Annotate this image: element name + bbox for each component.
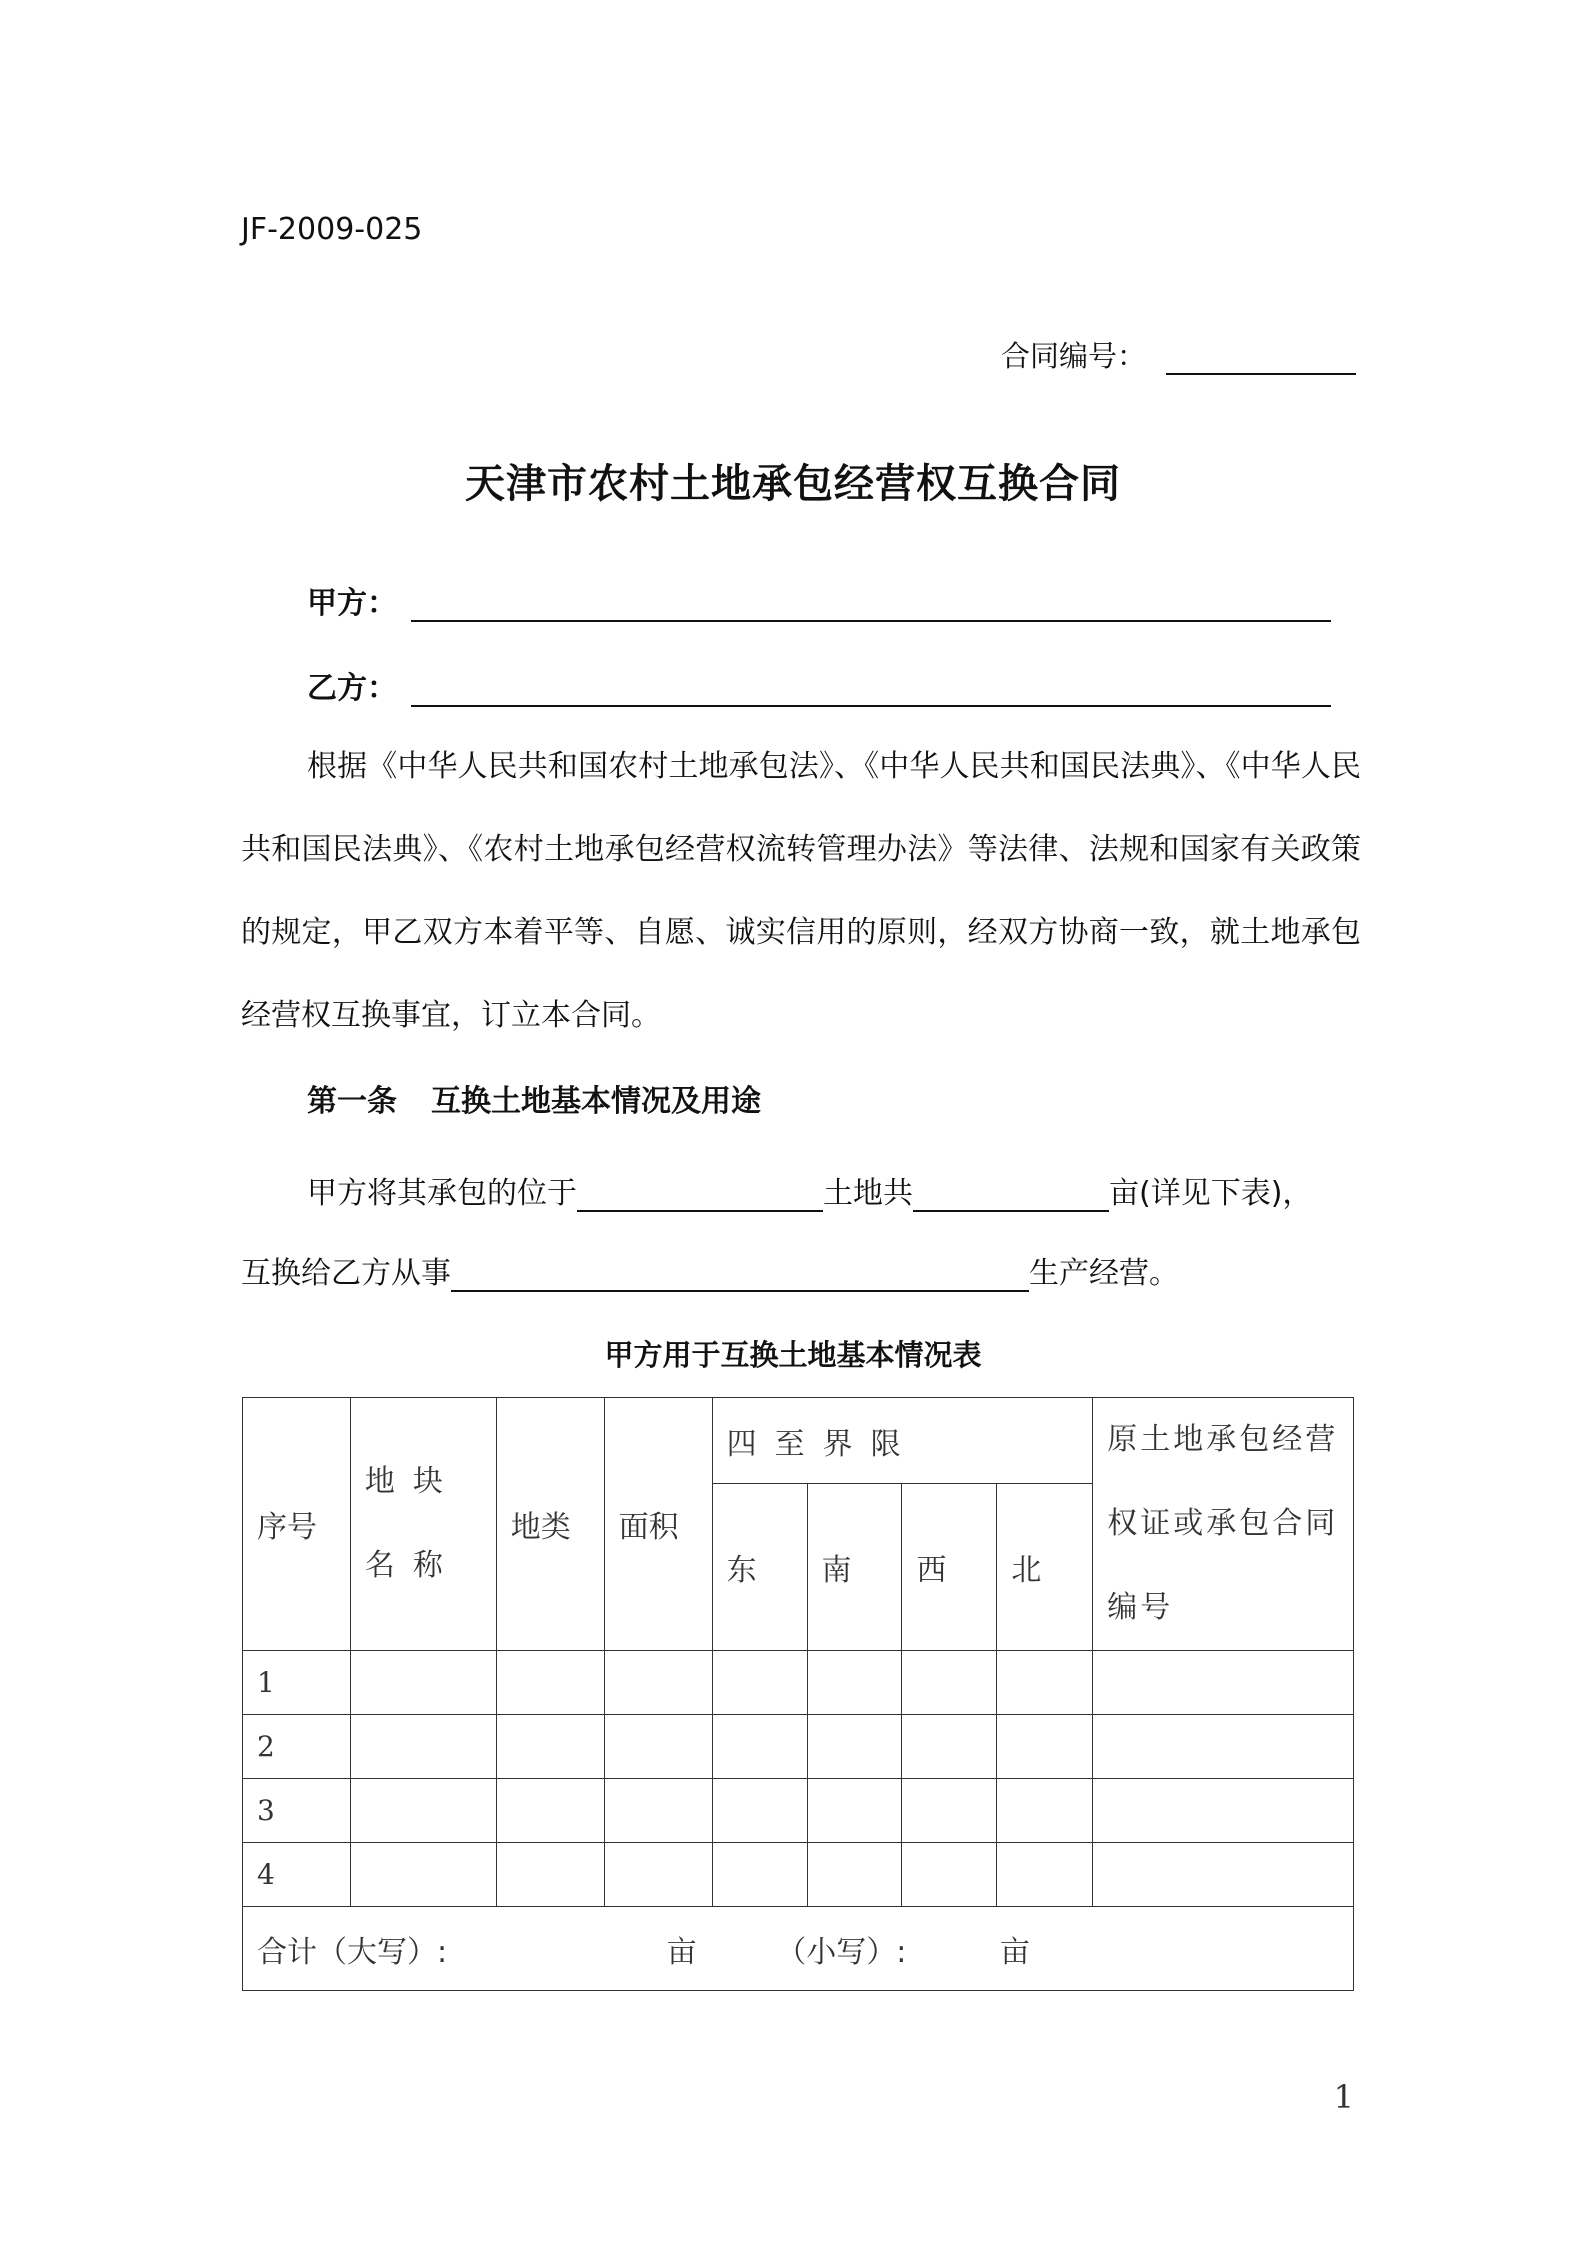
total-unit-2: 亩 [999,1934,1030,1970]
cell-north[interactable] [997,1651,1093,1715]
header-seq: 序号 [243,1398,351,1651]
header-west: 西 [902,1484,997,1651]
cell-plot-name[interactable] [350,1651,496,1715]
party-a [307,578,1331,622]
header-east: 东 [712,1484,807,1651]
table-row [243,1715,1354,1779]
cell-plot-name[interactable] [350,1843,496,1907]
header-boundaries: 四至界限 [712,1398,1093,1484]
cell-land-type[interactable] [496,1651,604,1715]
cell-west[interactable] [902,1651,997,1715]
cell-west[interactable] [902,1715,997,1779]
cell-plot-name[interactable] [350,1779,496,1843]
row-number: 2 [243,1715,351,1779]
table-row [243,1651,1354,1715]
cell-area[interactable] [604,1715,712,1779]
total-lower-label: （小写）: [776,1934,907,1970]
table-caption: 甲方用于互换土地基本情况表 [604,1338,982,1372]
cell-plot-name[interactable] [350,1715,496,1779]
document-code: JF-2009-025 [241,212,423,247]
area-blank[interactable] [913,1176,1109,1212]
total-unit-1: 亩 [666,1934,697,1970]
cell-west[interactable] [902,1779,997,1843]
location-blank[interactable] [577,1176,823,1212]
header-plot-name: 地块名称 [350,1398,496,1651]
cell-east[interactable] [712,1651,807,1715]
cell-east[interactable] [712,1715,807,1779]
contract-number-blank[interactable] [1166,343,1356,375]
row-number: 1 [243,1651,351,1715]
contract-number [1001,334,1356,375]
cell-south[interactable] [807,1651,902,1715]
cell-south[interactable] [807,1843,902,1907]
line1-text-1: 甲方将其承包的位于 [307,1176,577,1211]
land-info-table [242,1397,1354,1991]
cell-certificate[interactable] [1093,1715,1354,1779]
header-land-type: 地类 [496,1398,604,1651]
page-number: 1 [1333,2078,1354,2116]
article-1-line-2 [241,1248,1179,1292]
row-number: 3 [243,1779,351,1843]
cell-certificate[interactable] [1093,1779,1354,1843]
cell-land-type[interactable] [496,1715,604,1779]
cell-area[interactable] [604,1651,712,1715]
cell-west[interactable] [902,1843,997,1907]
cell-land-type[interactable] [496,1843,604,1907]
table-row [243,1843,1354,1907]
purpose-blank[interactable] [451,1256,1029,1292]
article-title: 互换土地基本情况及用途 [431,1084,761,1119]
party-b-blank[interactable] [411,669,1331,707]
total-row [243,1907,1354,1991]
row-number: 4 [243,1843,351,1907]
total-upper-label: 合计（大写）: [257,1934,448,1970]
cell-certificate[interactable] [1093,1651,1354,1715]
line1-text-2: 土地共 [823,1176,913,1211]
party-b [307,663,1331,707]
table-row [243,1779,1354,1843]
line2-text-1: 互换给乙方从事 [241,1256,451,1291]
cell-east[interactable] [712,1779,807,1843]
cell-south[interactable] [807,1779,902,1843]
contract-number-label: 合同编号： [1000,339,1146,373]
cell-north[interactable] [997,1715,1093,1779]
party-a-blank[interactable] [411,584,1331,622]
cell-east[interactable] [712,1843,807,1907]
cell-land-type[interactable] [496,1779,604,1843]
header-south: 南 [807,1484,902,1651]
cell-area[interactable] [604,1843,712,1907]
article-number: 第一条 [307,1084,397,1119]
party-a-label: 甲方： [307,586,397,621]
page-title: 天津市农村土地承包经营权互换合同 [465,461,1121,507]
cell-south[interactable] [807,1715,902,1779]
cell-north[interactable] [997,1843,1093,1907]
line1-text-3: 亩(详见下表)， [1109,1176,1313,1211]
header-north: 北 [997,1484,1093,1651]
total-cell[interactable] [243,1907,1354,1991]
party-b-label: 乙方： [307,671,397,706]
header-certificate: 原土地承包经营权证或承包合同编号 [1093,1398,1354,1651]
cell-area[interactable] [604,1779,712,1843]
intro-text: 根据《中华人民共和国农村土地承包法》、《中华人民共和国民法典》、《中华人民共和国民法典》、《农村土地承包经营权流转管理办法》等法律、法规和国家有关政策的规定，甲乙双方本着平等、自愿、诚实信用的原则，经双方协商一致，就土地承包经营权互换事宜，订立本合同。 [241,749,1361,1033]
cell-north[interactable] [997,1779,1093,1843]
cell-certificate[interactable] [1093,1843,1354,1907]
article-1-heading [307,1076,761,1120]
header-area: 面积 [604,1398,712,1651]
article-1-line-1 [307,1168,1312,1212]
line2-text-2: 生产经营。 [1029,1256,1179,1291]
intro-paragraph [241,725,1361,1057]
